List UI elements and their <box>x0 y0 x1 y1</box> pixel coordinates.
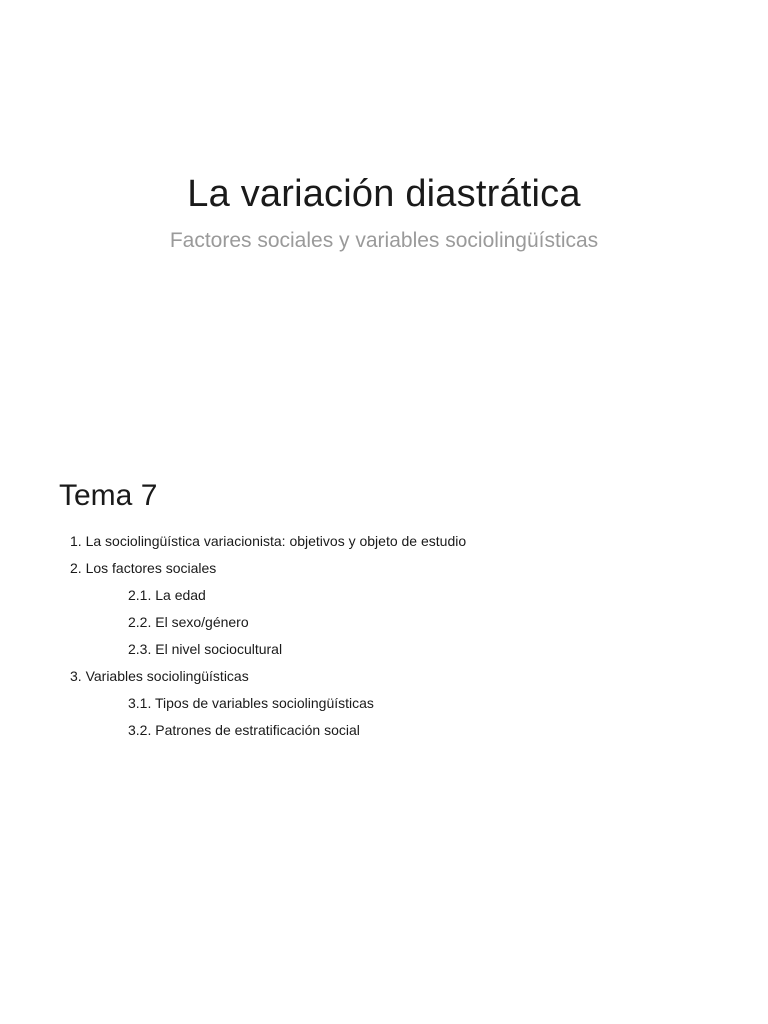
toc-item: 3. Variables sociolingüísticas <box>70 668 249 684</box>
page-title: La variación diastrática <box>187 173 581 215</box>
section-heading: Tema 7 <box>59 479 158 512</box>
toc-subitem: 2.1. La edad <box>128 587 206 603</box>
toc-subitem: 3.1. Tipos de variables sociolingüísticas <box>128 695 374 711</box>
toc-item: 1. La sociolingüística variacionista: objetivos y objeto de estudio <box>70 533 467 549</box>
title-block <box>0 168 768 256</box>
page-subtitle: Factores sociales y variables sociolingüísticas <box>169 229 599 252</box>
section-tema <box>59 474 719 744</box>
toc-subitem: 2.2. El sexo/género <box>128 614 249 630</box>
toc-item: 2. Los factores sociales <box>70 560 217 576</box>
toc-subitem: 2.3. El nivel sociocultural <box>128 641 283 657</box>
toc-subitem: 3.2. Patrones de estratificación social <box>128 722 360 738</box>
table-of-contents <box>59 528 719 744</box>
